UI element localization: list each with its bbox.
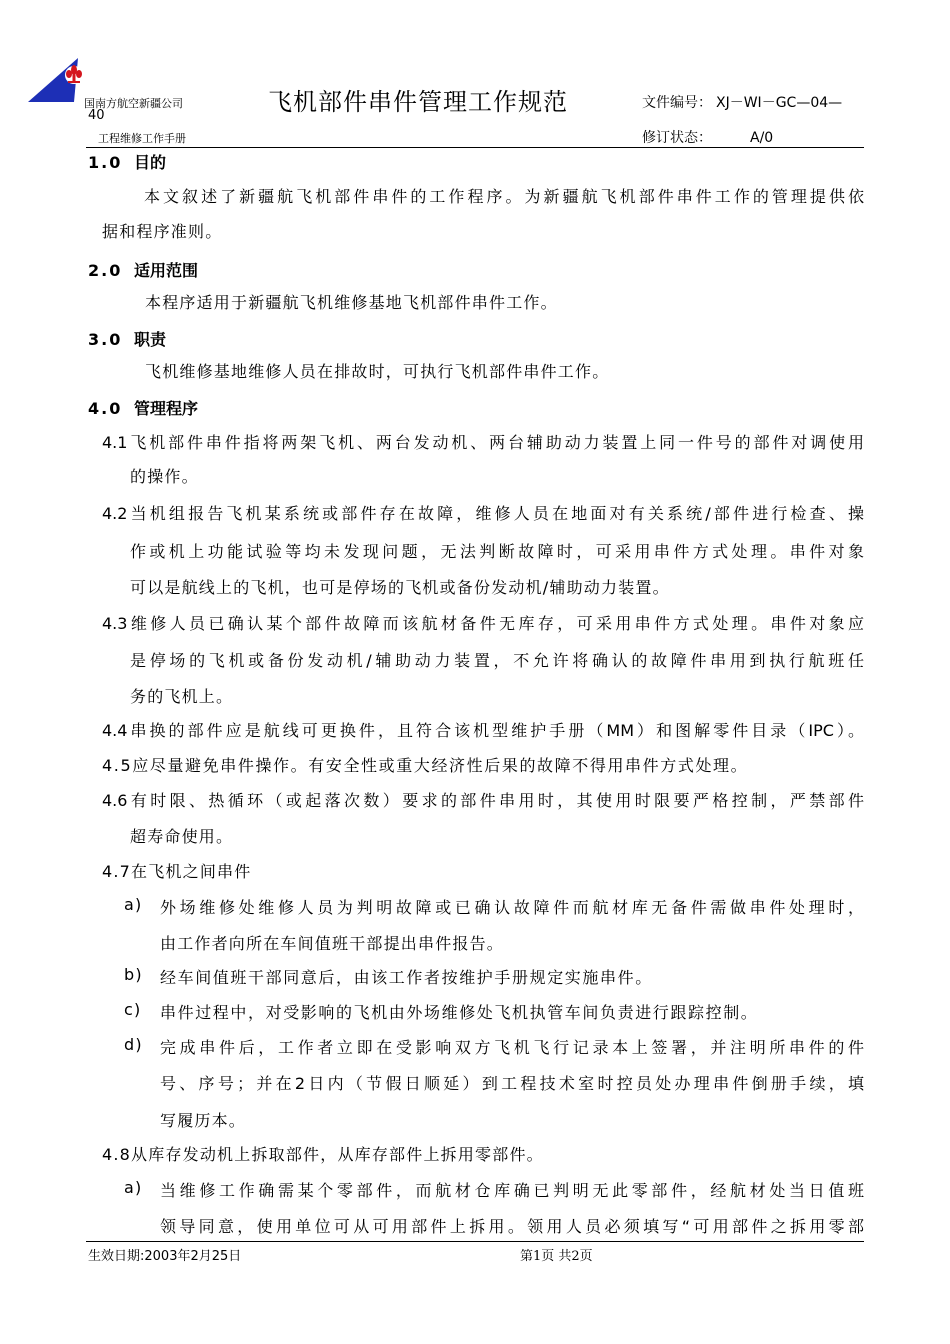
paragraph-line: 超寿命使用。	[130, 827, 234, 846]
paragraph-line: 可以是航线上的飞机，也可是停场的飞机或备份发动机/辅助动力装置。	[130, 578, 670, 597]
section-number: 2.0	[88, 261, 123, 280]
revision-status	[642, 127, 773, 147]
section-number: 4.0	[88, 399, 123, 418]
paragraph-line: 4.3维修人员已确认某个部件故障而该航材备件无库存，可采用串件方式处理。串件对象应	[102, 614, 864, 633]
manual-name: 工程维修工作手册	[98, 132, 186, 145]
paragraph-line: 完成串件后，工作者立即在受影响双方飞机飞行记录本上签署，并注明所串件的件	[160, 1038, 864, 1057]
paragraph-line: 的操作。	[130, 467, 199, 486]
paragraph-line: 飞机维修基地维修人员在排故时，可执行飞机部件串件工作。	[145, 362, 610, 381]
document-number-label: 文件编号：	[642, 95, 712, 111]
revision-label: 修订状态：	[642, 130, 712, 146]
section-title: 职责	[134, 330, 167, 349]
section-1-heading	[88, 150, 166, 173]
section-number: 3.0	[88, 330, 123, 349]
paragraph-line: 当维修工作确需某个零部件，而航材仓库确已判明无此零部件，经航材处当日值班	[160, 1181, 864, 1200]
list-marker: d)	[124, 1035, 143, 1054]
paragraph-line: 串件过程中，对受影响的飞机由外场维修处飞机执管车间负责进行跟踪控制。	[160, 1003, 759, 1022]
paragraph-line: 号、序号；并在2日内（节假日顺延）到工程技术室时控员处办理串件倒册手续，填	[160, 1074, 864, 1093]
paragraph-line: 作或机上功能试验等均未发现问题，无法判断故障时，可采用串件方式处理。串件对象	[130, 542, 864, 561]
paragraph-line: 写履历本。	[160, 1111, 247, 1130]
paragraph-line: 4.5应尽量避免串件操作。有安全性或重大经济性后果的故障不得用串件方式处理。	[102, 756, 749, 775]
list-marker: a)	[124, 895, 143, 914]
section-title: 管理程序	[134, 399, 199, 418]
company-name: 国南方航空新疆公司	[84, 97, 183, 110]
paragraph-line: 是停场的飞机或备份发动机/辅助动力装置，不允许将确认的故障件串用到执行航班任	[130, 651, 864, 670]
document-title: 飞机部件串件管理工作规范	[268, 88, 568, 116]
effective-date: 生效日期:2003年2月25日	[88, 1249, 242, 1264]
page-fragment: 40	[88, 108, 105, 123]
section-3-heading	[88, 327, 166, 350]
document-number-value: XJ－WI－GC—04—	[716, 95, 843, 111]
section-title: 目的	[134, 153, 167, 172]
paragraph-line: 4.4串换的部件应是航线可更换件，且符合该机型维护手册（MM）和图解零件目录（IPC）。	[102, 721, 864, 740]
paragraph-line: 4.1飞机部件串件指将两架飞机、两台发动机、两台辅助动力装置上同一件号的部件对调使用	[102, 433, 864, 452]
list-marker: a)	[124, 1178, 143, 1197]
section-title: 适用范围	[134, 261, 199, 280]
section-2-heading	[88, 258, 198, 281]
paragraph-line: 本程序适用于新疆航飞机维修基地飞机部件串件工作。	[145, 293, 558, 312]
paragraph-line: 领导同意，使用单位可从可用部件上拆用。领用人员必须填写“可用部件之拆用零部	[160, 1217, 864, 1236]
header-divider	[86, 147, 864, 148]
paragraph-line: 由工作者向所在车间值班干部提出串件报告。	[160, 934, 505, 953]
section-number: 1.0	[88, 153, 123, 172]
footer-divider	[86, 1241, 864, 1242]
paragraph-line: 本文叙述了新疆航飞机部件串件的工作程序。为新疆航飞机部件串件工作的管理提供依	[144, 187, 864, 206]
paragraph-line: 4.2当机组报告飞机某系统或部件存在故障，维修人员在地面对有关系统/部件进行检查、操	[102, 504, 864, 523]
paragraph-line: 经车间值班干部同意后，由该工作者按维护手册规定实施串件。	[160, 968, 653, 987]
revision-value: A/0	[750, 130, 774, 146]
paragraph-line: 务的飞机上。	[130, 687, 234, 706]
list-marker: c)	[124, 1000, 142, 1019]
paragraph-line: 4.6有时限、热循环（或起落次数）要求的部件串用时，其使用时限要严格控制，严禁部件	[102, 791, 864, 810]
page-number: 第1页 共2页	[520, 1249, 593, 1264]
paragraph-line: 4.7在飞机之间串件	[102, 862, 252, 881]
paragraph-line: 据和程序准则。	[102, 222, 223, 241]
document-number	[642, 92, 842, 112]
list-marker: b)	[124, 965, 143, 984]
section-4-heading	[88, 396, 198, 419]
paragraph-line: 4.8从库存发动机上拆取部件，从库存部件上拆用零部件。	[102, 1145, 544, 1164]
paragraph-line: 外场维修处维修人员为判明故障或已确认故障件而航材库无备件需做串件处理时，	[160, 898, 864, 917]
